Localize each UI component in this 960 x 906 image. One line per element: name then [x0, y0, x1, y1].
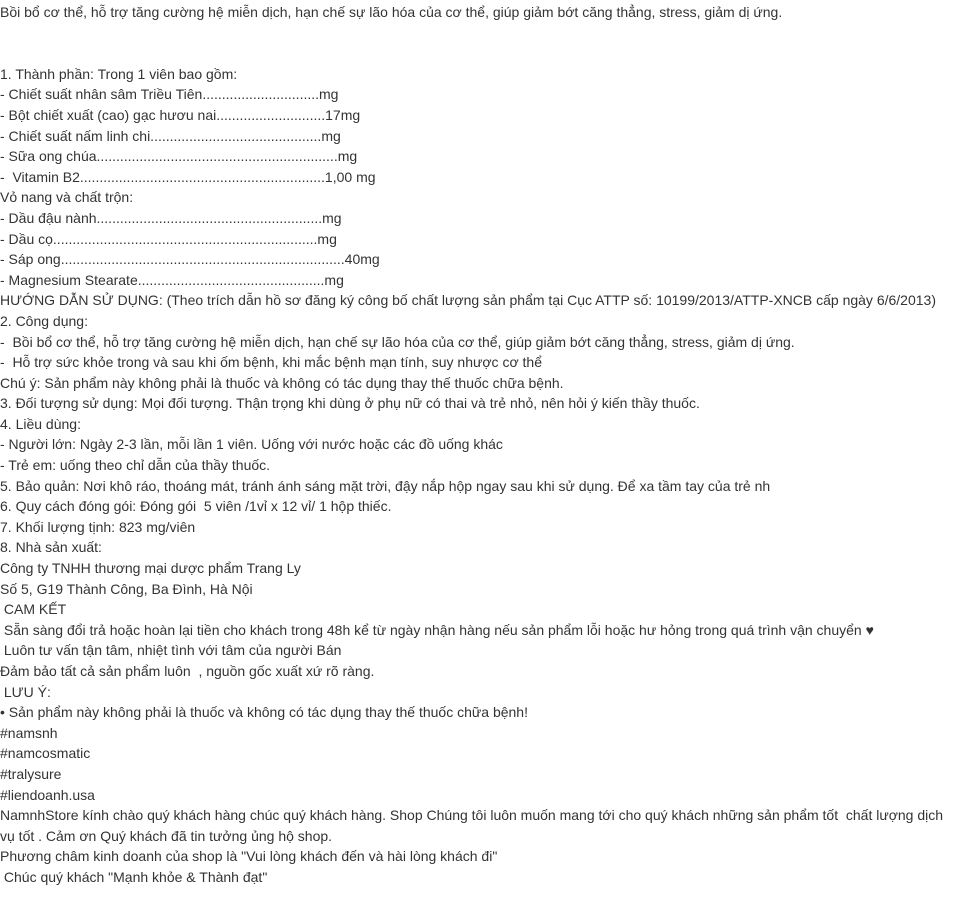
description-line: #tralysure	[0, 765, 62, 782]
description-line: - Sữa ong chúa..............................................................mg	[0, 148, 358, 165]
description-line: - Magnesium Stearate................................................mg	[0, 271, 344, 288]
description-line: #namcosmatic	[0, 745, 91, 762]
description-line: 1. Thành phần: Trong 1 viên bao gồm:	[0, 65, 238, 82]
motto-text: Phương châm kinh doanh của shop là "Vui lòng khách đến và hài lòng khách đi"	[0, 848, 498, 865]
closing-text: NamnhStore kính chào quý khách hàng chúc quý khách hàng. Shop Chúng tôi luôn muốn mang tới cho quý khách những sản phẩm tốt chất lượng dịch vụ tốt . Cảm ơn Quý khách đã tin tưởng ủng hộ shop.	[0, 807, 947, 844]
spacer	[0, 23, 958, 44]
description-line: 7. Khối lượng tịnh: 823 mg/viên	[0, 518, 196, 535]
description-line: - Hỗ trợ sức khỏe trong và sau khi ốm bệnh, khi mắc bệnh mạn tính, suy nhược cơ thể	[0, 354, 542, 371]
intro-text: Bồi bổ cơ thể, hỗ trợ tăng cường hệ miễn dịch, hạn chế sự lão hóa của cơ thể, giúp giảm bớt căng thẳng, stress, giảm dị ứng.	[0, 4, 783, 20]
description-line: Sẵn sàng đổi trả hoặc hoàn lại tiền cho khách trong 48h kể từ ngày nhận hàng nếu sản phẩm lỗi hoặc hư hỏng trong quá trình vận chuyển ♥	[0, 621, 874, 638]
description-line: Luôn tư vấn tận tâm, nhiệt tình với tâm của người Bán	[0, 642, 342, 659]
description-line: #liendoanh.usa	[0, 786, 95, 803]
description-line: Vỏ nang và chất trộn:	[0, 189, 134, 206]
product-description	[0, 2, 958, 888]
description-line: Số 5, G19 Thành Công, Ba Đình, Hà Nội	[0, 580, 253, 597]
description-line: 3. Đối tượng sử dụng: Mọi đối tượng. Thận trọng khi dùng ở phụ nữ có thai và trẻ nhỏ, nên hỏi ý kiến thầy thuốc.	[0, 395, 700, 412]
description-line: CAM KẾT	[0, 601, 67, 618]
spacer	[0, 43, 958, 64]
description-line: Công ty TNHH thương mại dược phẩm Trang Ly	[0, 560, 301, 577]
wish-text: Chúc quý khách "Mạnh khỏe & Thành đạt"	[0, 868, 268, 885]
description-line: - Chiết suất nấm linh chi............................................mg	[0, 127, 341, 144]
description-line: - Trẻ em: uống theo chỉ dẫn của thầy thuốc.	[0, 457, 271, 474]
description-line: - Sáp ong.........................................................................40mg	[0, 251, 380, 268]
description-line: Chú ý: Sản phẩm này không phải là thuốc và không có tác dụng thay thế thuốc chữa bệnh.	[0, 374, 564, 391]
description-line: 2. Công dụng:	[0, 312, 88, 329]
description-line: 4. Liều dùng:	[0, 415, 81, 432]
description-line: 6. Quy cách đóng gói: Đóng gói 5 viên /1vỉ x 12 vỉ/ 1 hộp thiếc.	[0, 498, 392, 515]
description-line: #namsnh	[0, 724, 58, 741]
description-line: 5. Bảo quản: Nơi khô ráo, thoáng mát, tránh ánh sáng mặt trời, đậy nắp hộp ngay sau khi sử dụng. Để xa tầm tay của trẻ nh	[0, 477, 771, 494]
description-line: - Dầu cọ....................................................................mg	[0, 230, 337, 247]
description-line: Đảm bảo tất cả sản phẩm luôn , nguồn gốc xuất xứ rõ ràng.	[0, 663, 375, 679]
description-line: 8. Nhà sản xuất:	[0, 539, 102, 556]
description-line: - Bột chiết xuất (cao) gạc hươu nai............................17mg	[0, 106, 361, 123]
description-line: - Chiết suất nhân sâm Triều Tiên..............................mg	[0, 86, 339, 103]
description-line: - Dầu đậu nành..........................................................mg	[0, 209, 342, 226]
description-line: - Người lớn: Ngày 2-3 lần, mỗi lần 1 viên. Uống với nước hoặc các đồ uống khác	[0, 436, 503, 453]
description-line: - Bồi bổ cơ thể, hỗ trợ tăng cường hệ miễn dịch, hạn chế sự lão hóa của cơ thể, giúp giảm bớt căng thẳng, stress, giảm dị ứng.	[0, 333, 795, 350]
description-lines	[0, 64, 958, 805]
description-line: LƯU Ý:	[0, 683, 51, 700]
description-line: • Sản phẩm này không phải là thuốc và không có tác dụng thay thế thuốc chữa bệnh!	[0, 704, 528, 721]
description-line: HƯỚNG DẪN SỬ DỤNG: (Theo trích dẫn hồ sơ đăng ký công bố chất lượng sản phẩm tại Cục ATTP số: 10199/2013/ATTP-XNCB cấp ngày 6/6/2013)	[0, 292, 936, 309]
description-line: - Vitamin B2...............................................................1,00 mg	[0, 168, 376, 185]
